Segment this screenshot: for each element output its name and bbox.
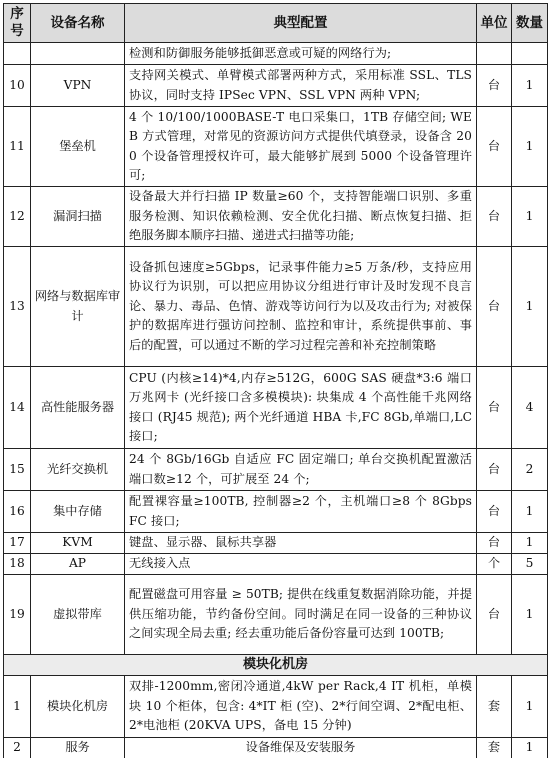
table-row [4, 107, 548, 187]
row-no: 11 [4, 107, 31, 187]
row-name: 模块化机房 [31, 676, 125, 738]
row-name: 高性能服务器 [31, 367, 125, 449]
row-qty: 2 [512, 449, 548, 491]
row-no: 13 [4, 247, 31, 367]
section-header-row [4, 655, 548, 676]
row-name: 集中存储 [31, 491, 125, 533]
row-unit: 个 [477, 554, 512, 575]
row-qty: 1 [512, 533, 548, 554]
header-unit: 单位 [477, 4, 512, 43]
row-qty: 1 [512, 65, 548, 107]
row-config: CPU (内核≥14)*4,内存≥512G，600G SAS 硬盘*3:6 端口万兆网卡 (光纤接口含多模模块): 块集成 4 个高性能千兆网络接口 (RJ45 规范); 两个光纤通道 HBA 卡,FC 8Gb,单端口,LC 接口; [125, 367, 477, 449]
row-config: 配置裸容量≥100TB, 控制器≥2 个，主机端口≥8 个 8Gbps FC 接口; [125, 491, 477, 533]
row-qty: 5 [512, 554, 548, 575]
table-row [4, 676, 548, 738]
row-config: 设备抓包速度≥5Gbps，记录事件能力≥5 万条/秒，支持应用协议行为识别，可以把应用协议分组进行审计及时发现不良言论、暴力、毒品、色情、游戏等访问行为以及攻击行为; 对被保护的数据库进行强访问控制、监控和审计，系统提供事前、事后的配置，可以通过不断的学习过程完善和补充控制策略 [125, 247, 477, 367]
row-name: AP [31, 554, 125, 575]
table-row [4, 533, 548, 554]
row-config: 设备最大并行扫描 IP 数量≥60 个，支持智能端口识别、多重服务检测、知识依赖检测、安全优化扫描、断点恢复扫描、拒绝服务脚本顺序扫描、递进式扫描等功能; [125, 187, 477, 247]
row-unit: 台 [477, 187, 512, 247]
table-row [4, 367, 548, 449]
row-no: 18 [4, 554, 31, 575]
row-qty: 1 [512, 676, 548, 738]
header-qty: 数量 [512, 4, 548, 43]
row-no: 2 [4, 738, 31, 758]
row-unit: 台 [477, 575, 512, 655]
header-name: 设备名称 [31, 4, 125, 43]
row-no: 19 [4, 575, 31, 655]
table-row [4, 187, 548, 247]
row-name: KVM [31, 533, 125, 554]
row-qty: 1 [512, 491, 548, 533]
row-no: 12 [4, 187, 31, 247]
row-unit: 套 [477, 676, 512, 738]
row-qty: 1 [512, 247, 548, 367]
row-qty: 1 [512, 107, 548, 187]
row-qty: 1 [512, 575, 548, 655]
row-unit: 台 [477, 449, 512, 491]
row-no: 14 [4, 367, 31, 449]
table-row [4, 65, 548, 107]
row-name: 虚拟带库 [31, 575, 125, 655]
row-config: 4 个 10/100/1000BASE-T 电口采集口，1TB 存储空间; WEB 方式管理，对常见的资源访问方式提供代填登录，设备含 200 个设备管理授权许可，最大能够扩展到 5000 个设备管理许可; [125, 107, 477, 187]
row-qty: 1 [512, 738, 548, 758]
header-config: 典型配置 [125, 4, 477, 43]
row-unit [477, 43, 512, 65]
row-unit: 台 [477, 367, 512, 449]
row-unit: 台 [477, 247, 512, 367]
row-config: 配置磁盘可用容量 ≥ 50TB; 提供在线重复数据消除功能，并提供压缩功能，节约备份空间。同时满足在同一设备的三种协议之间实现全局去重; 经去重功能后备份容量可达到 100TB; [125, 575, 477, 655]
row-config: 24 个 8Gb/16Gb 自适应 FC 固定端口; 单台交换机配置激活端口数≥12 个，可扩展至 24 个; [125, 449, 477, 491]
row-no: 10 [4, 65, 31, 107]
row-unit: 台 [477, 65, 512, 107]
row-config: 双排-1200mm,密闭冷通道,4kW per Rack,4 IT 机柜，单模块 10 个柜体，包含: 4*IT 柜 (空)、2*行间空调、2*配电柜、2*电池柜 (20KVA UPS，备电 15 分钟) [125, 676, 477, 738]
table-row [4, 43, 548, 65]
row-no: 16 [4, 491, 31, 533]
row-qty: 4 [512, 367, 548, 449]
row-name [31, 43, 125, 65]
header-no: 序号 [4, 4, 31, 43]
row-config: 设备维保及安装服务 [125, 738, 477, 758]
table-row [4, 575, 548, 655]
row-name: 光纤交换机 [31, 449, 125, 491]
row-name: 网络与数据库审计 [31, 247, 125, 367]
row-name: VPN [31, 65, 125, 107]
row-name: 服务 [31, 738, 125, 758]
row-no: 17 [4, 533, 31, 554]
row-config: 支持网关模式、单臂模式部署两种方式，采用标准 SSL、TLS 协议，同时支持 IPSec VPN、SSL VPN 两种 VPN; [125, 65, 477, 107]
table-row [4, 491, 548, 533]
table-row [4, 554, 548, 575]
row-no: 15 [4, 449, 31, 491]
row-name: 漏洞扫描 [31, 187, 125, 247]
row-config: 检测和防御服务能够抵御恶意或可疑的网络行为; [125, 43, 477, 65]
row-no [4, 43, 31, 65]
row-unit: 套 [477, 738, 512, 758]
table-row [4, 247, 548, 367]
row-config: 无线接入点 [125, 554, 477, 575]
table-header-row [4, 4, 548, 43]
equipment-config-table [3, 3, 548, 758]
row-unit: 台 [477, 491, 512, 533]
row-no: 1 [4, 676, 31, 738]
row-name: 堡垒机 [31, 107, 125, 187]
row-unit: 台 [477, 533, 512, 554]
row-config: 键盘、显示器、鼠标共享器 [125, 533, 477, 554]
row-unit: 台 [477, 107, 512, 187]
row-qty [512, 43, 548, 65]
table-row [4, 449, 548, 491]
row-qty: 1 [512, 187, 548, 247]
table-row [4, 738, 548, 758]
section-title: 模块化机房 [4, 655, 548, 676]
